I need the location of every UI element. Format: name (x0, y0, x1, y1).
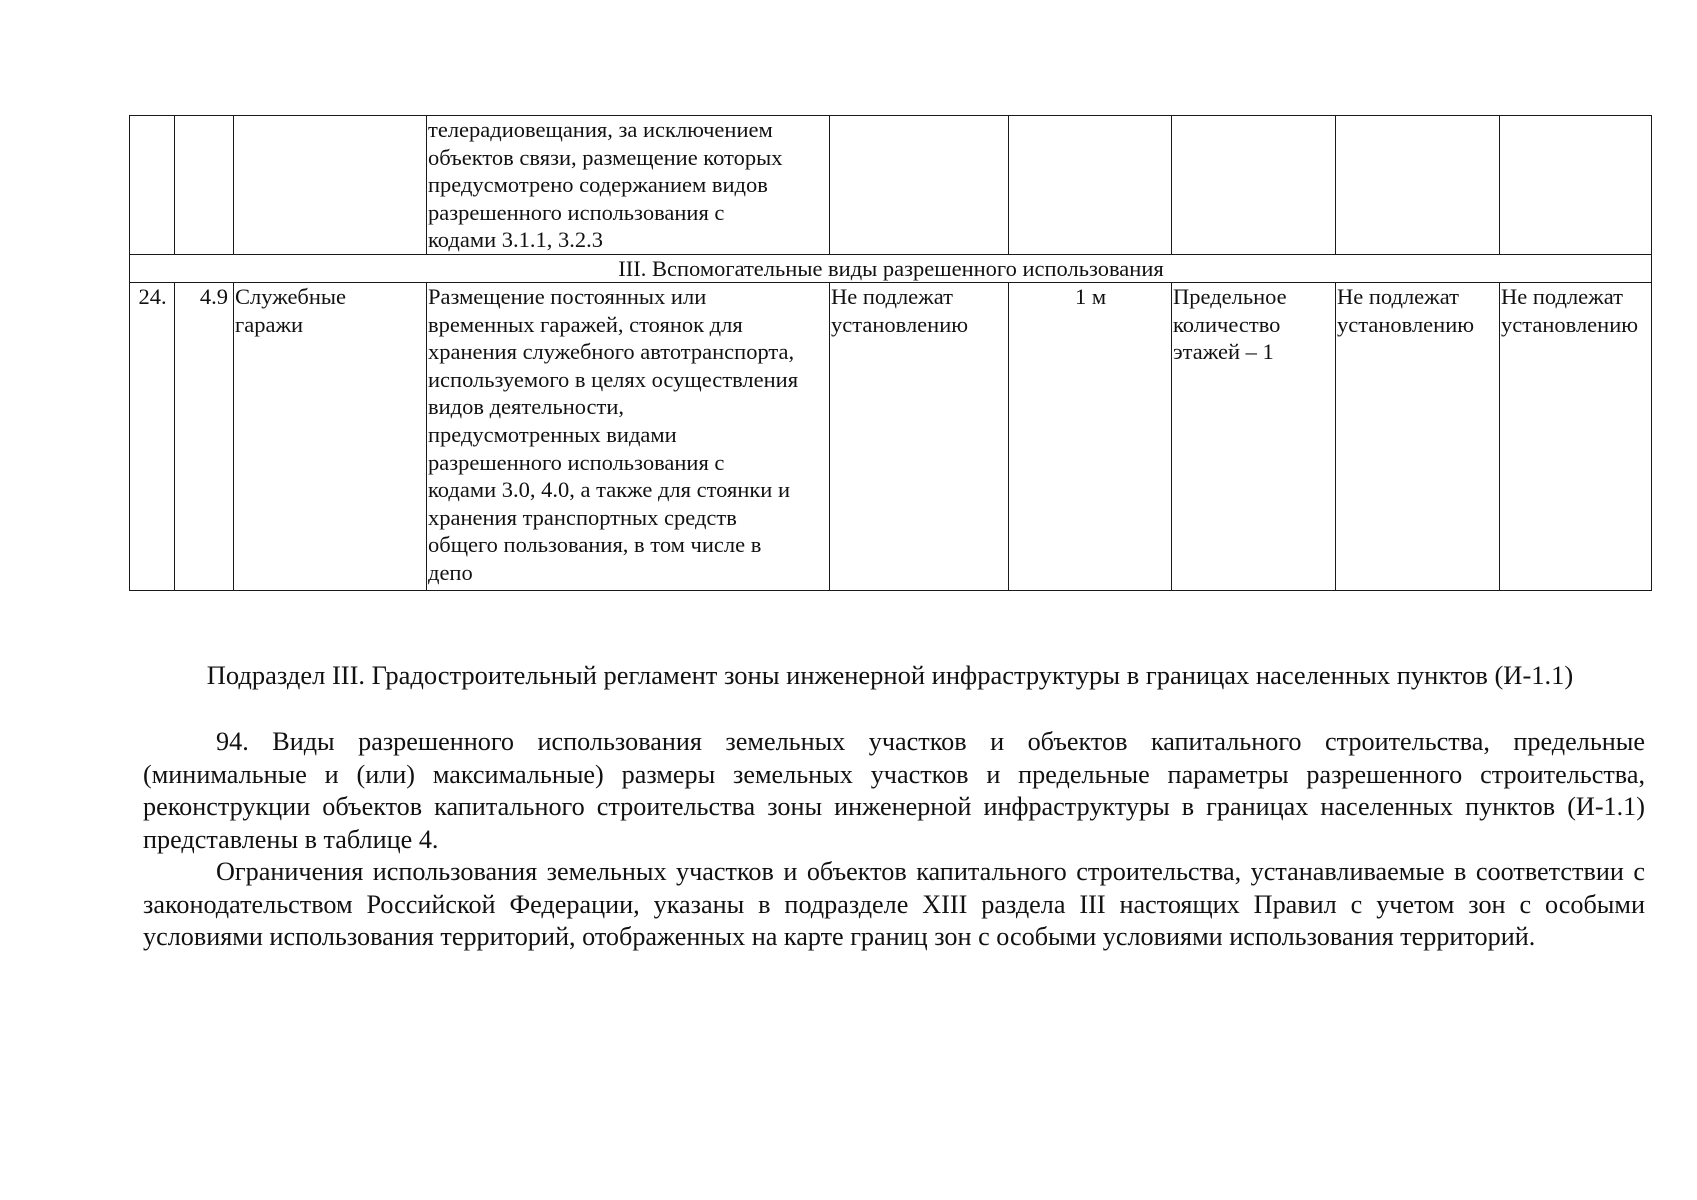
cell-land-size (830, 116, 1009, 255)
subsection-heading: Подраздел III. Градостроительный регламент зоны инженерной инфраструктуры в границах населенных пунктов (И-1.1) (206, 660, 1574, 690)
section-header-cell: III. Вспомогательные виды разрешенного использования (130, 255, 1652, 283)
cell-other (1500, 116, 1652, 255)
cell-setback: 1 м (1009, 283, 1172, 591)
cell-other: Не подлежат установлению (1500, 283, 1652, 591)
cell-floors: Предельное количество этажей – 1 (1172, 283, 1336, 591)
paragraph-restrictions: Ограничения использования земельных участков и объектов капитального строительства, устанавливаемые в соответствии с законодательством Российской Федерации, указаны в подразделе XIII раздела III настоящих Правил с учетом зон с особыми условиями использования территорий, отображенных на карте границ зон с особыми условиями использования территорий. (143, 857, 1645, 952)
cell-number (130, 116, 175, 255)
cell-description: телерадиовещания, за исключением объектов связи, размещение которых предусмотрено содержанием видов разрешенного использования с кодами 3.1.1, 3.2.3 (427, 116, 830, 255)
table-row (130, 283, 1652, 591)
land-use-table (129, 115, 1652, 591)
paragraph-94: 94. Виды разрешенного использования земельных участков и объектов капитального строительства, предельные (минимальные и (или) максимальные) размеры земельных участков и предельные параметры разрешенного строительства, реконструкции объектов капитального строительства зоны инженерной инфраструктуры в границах населенных пунктов (И-1.1) представлены в таблице 4. (143, 727, 1645, 854)
cell-number: 24. (130, 283, 175, 591)
table-row-continuation (130, 116, 1652, 255)
cell-code: 4.9 (175, 283, 234, 591)
cell-coverage (1336, 116, 1500, 255)
cell-floors (1172, 116, 1336, 255)
cell-coverage: Не подлежат установлению (1336, 283, 1500, 591)
cell-name (234, 116, 427, 255)
cell-description: Размещение постоянных или временных гаражей, стоянок для хранения служебного автотранспорта, используемого в целях осуществления видов деятельности, предусмотренных видами разрешенного использования с кодами 3.0, 4.0, а также для стоянки и хранения транспортных средств общего пользования, в том числе в депо (427, 283, 830, 591)
table-section-header-row (130, 255, 1652, 283)
cell-code (175, 116, 234, 255)
cell-setback (1009, 116, 1172, 255)
cell-land-size: Не подлежат установлению (830, 283, 1009, 591)
cell-name: Служебные гаражи (234, 283, 427, 591)
